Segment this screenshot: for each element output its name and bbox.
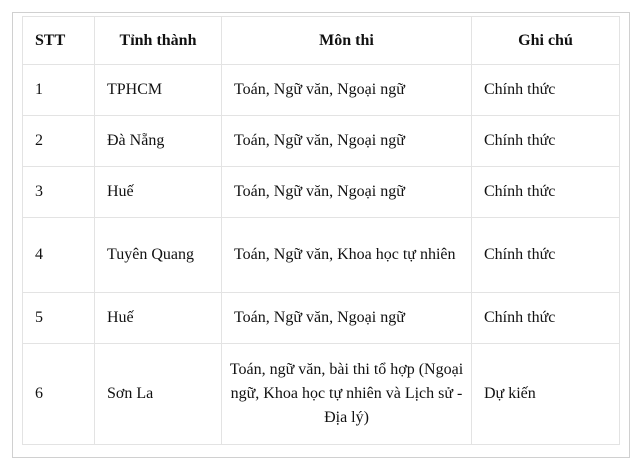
table-row xyxy=(23,65,620,116)
exam-subjects-table xyxy=(22,16,620,445)
table-row xyxy=(23,344,620,445)
cell-subjects: Toán, Ngữ văn, Ngoại ngữ xyxy=(222,167,472,218)
header-province: Tỉnh thành xyxy=(95,17,222,65)
cell-note: Chính thức xyxy=(472,65,620,116)
cell-stt: 2 xyxy=(23,116,95,167)
cell-stt: 1 xyxy=(23,65,95,116)
cell-subjects: Toán, Ngữ văn, Ngoại ngữ xyxy=(222,293,472,344)
cell-note: Chính thức xyxy=(472,293,620,344)
cell-subjects: Toán, Ngữ văn, Ngoại ngữ xyxy=(222,116,472,167)
cell-subjects: Toán, Ngữ văn, Khoa học tự nhiên xyxy=(222,218,472,293)
cell-note: Chính thức xyxy=(472,116,620,167)
header-note: Ghi chú xyxy=(472,17,620,65)
header-subjects: Môn thi xyxy=(222,17,472,65)
cell-province: Huế xyxy=(95,293,222,344)
cell-province: Đà Nẵng xyxy=(95,116,222,167)
table-row xyxy=(23,293,620,344)
table-row xyxy=(23,116,620,167)
header-stt: STT xyxy=(23,17,95,65)
cell-province: Tuyên Quang xyxy=(95,218,222,293)
cell-subjects: Toán, Ngữ văn, Ngoại ngữ xyxy=(222,65,472,116)
cell-stt: 5 xyxy=(23,293,95,344)
cell-note: Dự kiến xyxy=(472,344,620,445)
cell-stt: 6 xyxy=(23,344,95,445)
cell-note: Chính thức xyxy=(472,167,620,218)
table-row xyxy=(23,167,620,218)
cell-subjects: Toán, ngữ văn, bài thi tổ hợp (Ngoại ngữ, Khoa học tự nhiên và Lịch sử - Địa lý) xyxy=(222,344,472,445)
cell-province: Sơn La xyxy=(95,344,222,445)
table-header-row xyxy=(23,17,620,65)
cell-stt: 3 xyxy=(23,167,95,218)
cell-province: Huế xyxy=(95,167,222,218)
cell-province: TPHCM xyxy=(95,65,222,116)
table-row xyxy=(23,218,620,293)
cell-note: Chính thức xyxy=(472,218,620,293)
cell-stt: 4 xyxy=(23,218,95,293)
